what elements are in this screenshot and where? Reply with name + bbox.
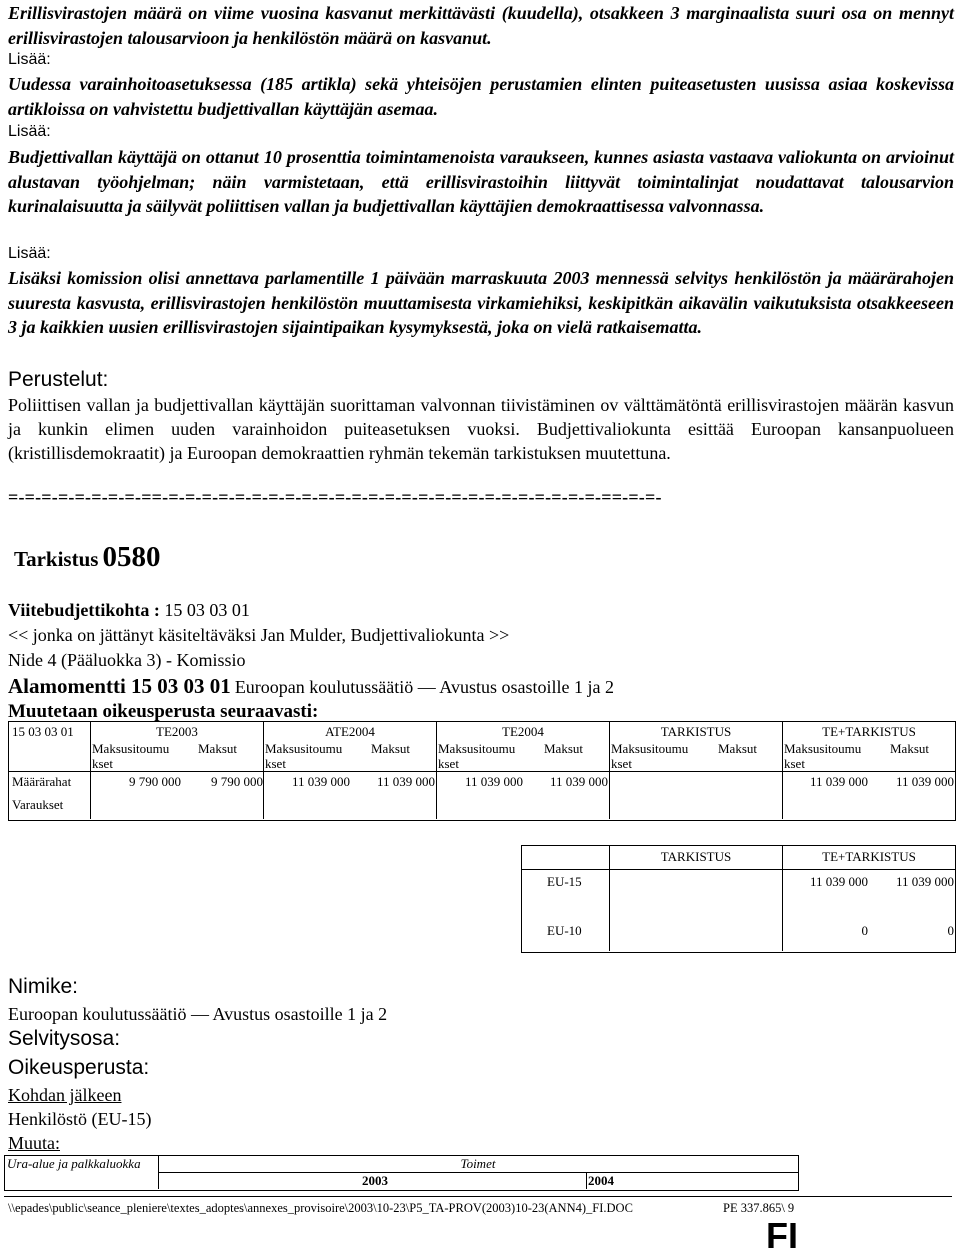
subheader-payments: Maksut — [198, 741, 237, 756]
row-label-appropriations: Määrärahat — [12, 774, 72, 789]
budget-item-line — [8, 598, 250, 622]
table-divider — [8, 771, 955, 772]
table-cell: 0 — [861, 923, 868, 938]
footer-ref: PE 337.865\ 9 — [723, 1201, 795, 1215]
subheader-payments: Maksut — [371, 741, 410, 756]
group-header: TE2003 — [156, 724, 198, 739]
subheader-commitments-2: kset — [265, 756, 286, 771]
kohdan-jalkeen: Kohdan jälkeen — [8, 1085, 122, 1105]
subheader-commitments: Maksusitoumu — [784, 741, 862, 756]
change-heading: Muutetaan oikeusperusta seuraavasti: — [8, 701, 319, 722]
table-cell: 0 — [947, 923, 954, 938]
table-cell: 11 039 000 — [376, 774, 435, 789]
add-label: Lisää: — [8, 51, 51, 68]
selvitysosa-heading: Selvitysosa: — [8, 1027, 121, 1050]
table-cell: 11 039 000 — [809, 874, 868, 889]
table-divider — [521, 869, 955, 870]
group-header: ATE2004 — [325, 724, 375, 739]
row-label-reserves: Varaukset — [12, 797, 64, 812]
subheader-commitments-2: kset — [438, 756, 459, 771]
year-2004: 2004 — [588, 1173, 614, 1188]
perustelut-heading: Perustelut: — [8, 368, 109, 391]
budget-item-label: Viitebudjettikohta : — [8, 600, 160, 620]
item-label: Alamomentti 15 03 03 01 — [8, 674, 231, 698]
group-header: TARKISTUS — [660, 724, 732, 739]
add-paragraph-1: Uudessa varainhoitoasetuksessa (185 artikla) sekä yhteisöjen perustamien elinten puiteasetusten uusissa asiaa koskevissa artikloissa on vahvistettu budjettivallan käyttäjän asemaa. — [8, 74, 954, 119]
add-label: Lisää: — [8, 123, 51, 140]
henkilosto-label: Henkilöstö (EU-15) — [8, 1109, 152, 1129]
subheader-payments: Maksut — [718, 741, 757, 756]
subheader-commitments-2: kset — [92, 756, 113, 771]
table-cell: 11 039 000 — [291, 774, 350, 789]
table-col-divider — [586, 1172, 587, 1189]
intro-paragraph: Erillisvirastojen määrä on viime vuosina kasvanut merkittävästi (kuudella), otsakkeen 3 marginaalista suuri osa on mennyt erillisvirastojen talousarvioon ja henkilöstön määrä on kasvanut. — [8, 3, 954, 48]
subheader-commitments: Maksusitoumu — [265, 741, 343, 756]
footer-rule — [4, 1196, 952, 1197]
year-2003: 2003 — [362, 1173, 388, 1188]
amendment-title — [14, 541, 160, 574]
table-cell: 11 039 000 — [895, 774, 954, 789]
add-paragraph-3: Lisäksi komission olisi annettava parlamentille 1 päivään marraskuuta 2003 mennessä selvitys henkilöstön ja määrärahojen suuresta kasvusta, erillisvirastojen henkilöstön muuttamisesta virkamiehiksi, keskipitkän aikavälin vaikutuksista otsakkeeseen 3 ja kaikkien uusien erillisvirastojen sijaintipaikan kysymyksestä, joka on vielä ratkaisematta. — [8, 268, 954, 337]
table-cell: 11 039 000 — [895, 874, 954, 889]
table-cell: 11 039 000 — [809, 774, 868, 789]
oikeusperusta-heading: Oikeusperusta: — [8, 1056, 150, 1079]
subheader-commitments-2: kset — [784, 756, 805, 771]
separator-line: =-=-=-=-=-=-=-=-==-=-=-=-=-=-=-=-=-=-=-=-=-=-=-=-=-=-=-=-=-=-=-=-=-=-=-==-=-=- — [8, 487, 662, 507]
col-career-grade: Ura-alue ja palkkaluokka — [7, 1156, 141, 1171]
table-cell: 9 790 000 — [211, 774, 263, 789]
group-header: TE+TARKISTUS — [822, 849, 916, 864]
subheader-payments: Maksut — [544, 741, 583, 756]
volume-line: Nide 4 (Pääluokka 3) - Komissio — [8, 650, 246, 670]
subheader-commitments: Maksusitoumu — [92, 741, 170, 756]
nimike-heading: Nimike: — [8, 975, 79, 998]
group-header: TE+TARKISTUS — [822, 724, 916, 739]
budget-item-value: 15 03 03 01 — [164, 600, 250, 620]
subheader-commitments-2: kset — [611, 756, 632, 771]
col-posts: Toimet — [460, 1156, 496, 1171]
amendment-label: Tarkistus — [14, 547, 99, 571]
group-header: TE2004 — [502, 724, 544, 739]
muuta-label: Muuta: — [8, 1133, 60, 1153]
table-divider — [158, 1172, 798, 1173]
row-label-eu15: EU-15 — [547, 874, 582, 889]
amendment-number: 0580 — [102, 541, 161, 573]
language-code: FI — [766, 1215, 798, 1256]
rejected-note: << jonka on jättänyt käsiteltäväksi Jan Mulder, Budjettivaliokunta >> — [8, 625, 510, 645]
add-label: Lisää: — [8, 245, 51, 262]
nimike-text: Euroopan koulutussäätiö — Avustus osastoille 1 ja 2 — [8, 1004, 388, 1024]
subheader-commitments: Maksusitoumu — [611, 741, 689, 756]
subheader-payments: Maksut — [890, 741, 929, 756]
item-title: Euroopan koulutussäätiö — Avustus osastoille 1 ja 2 — [234, 677, 614, 697]
add-paragraph-2: Budjettivallan käyttäjä on ottanut 10 prosenttia toimintamenoista varaukseen, kunnes asiasta vastaava valiokunta on arvioinut alustavan työohjelman; näin varmistetaan, että erillisvirastoihin liittyvät toimintalinjat noudattavat talousarvion kurinalaisuutta ja säilyvät poliittisen vallan ja budjettivallan käyttäjien demokraattisessa valvonnassa. — [8, 147, 954, 216]
table-cell: 9 790 000 — [129, 774, 181, 789]
group-header: TARKISTUS — [660, 849, 732, 864]
footer-path: \\epades\public\seance_pleniere\textes_adoptes\annexes_provisoire\2003\10-23\P5_TA-PROV(2003)10-23(ANN4)_FI.DOC — [8, 1201, 633, 1215]
row-label-eu10: EU-10 — [547, 923, 582, 938]
table-cell: 11 039 000 — [464, 774, 523, 789]
subheader-commitments: Maksusitoumu — [438, 741, 516, 756]
table-cell: 11 039 000 — [549, 774, 608, 789]
table-code: 15 03 03 01 — [12, 724, 74, 739]
perustelut-text: Poliittisen vallan ja budjettivallan käyttäjän suorittaman valvonnan tiivistäminen ov välttämätöntä erillisvirastojen määrän kasvun ja kunkin elimen uuden varainhoidon puiteasetuksen vuoksi. Budjettivaliokunta esittää Euroopan kansanpuolueen (kristillisdemokraatit) ja Euroopan demokraattien ryhmän tekemän tarkistuksen muutettuna. — [8, 395, 954, 463]
item-line — [8, 674, 614, 699]
